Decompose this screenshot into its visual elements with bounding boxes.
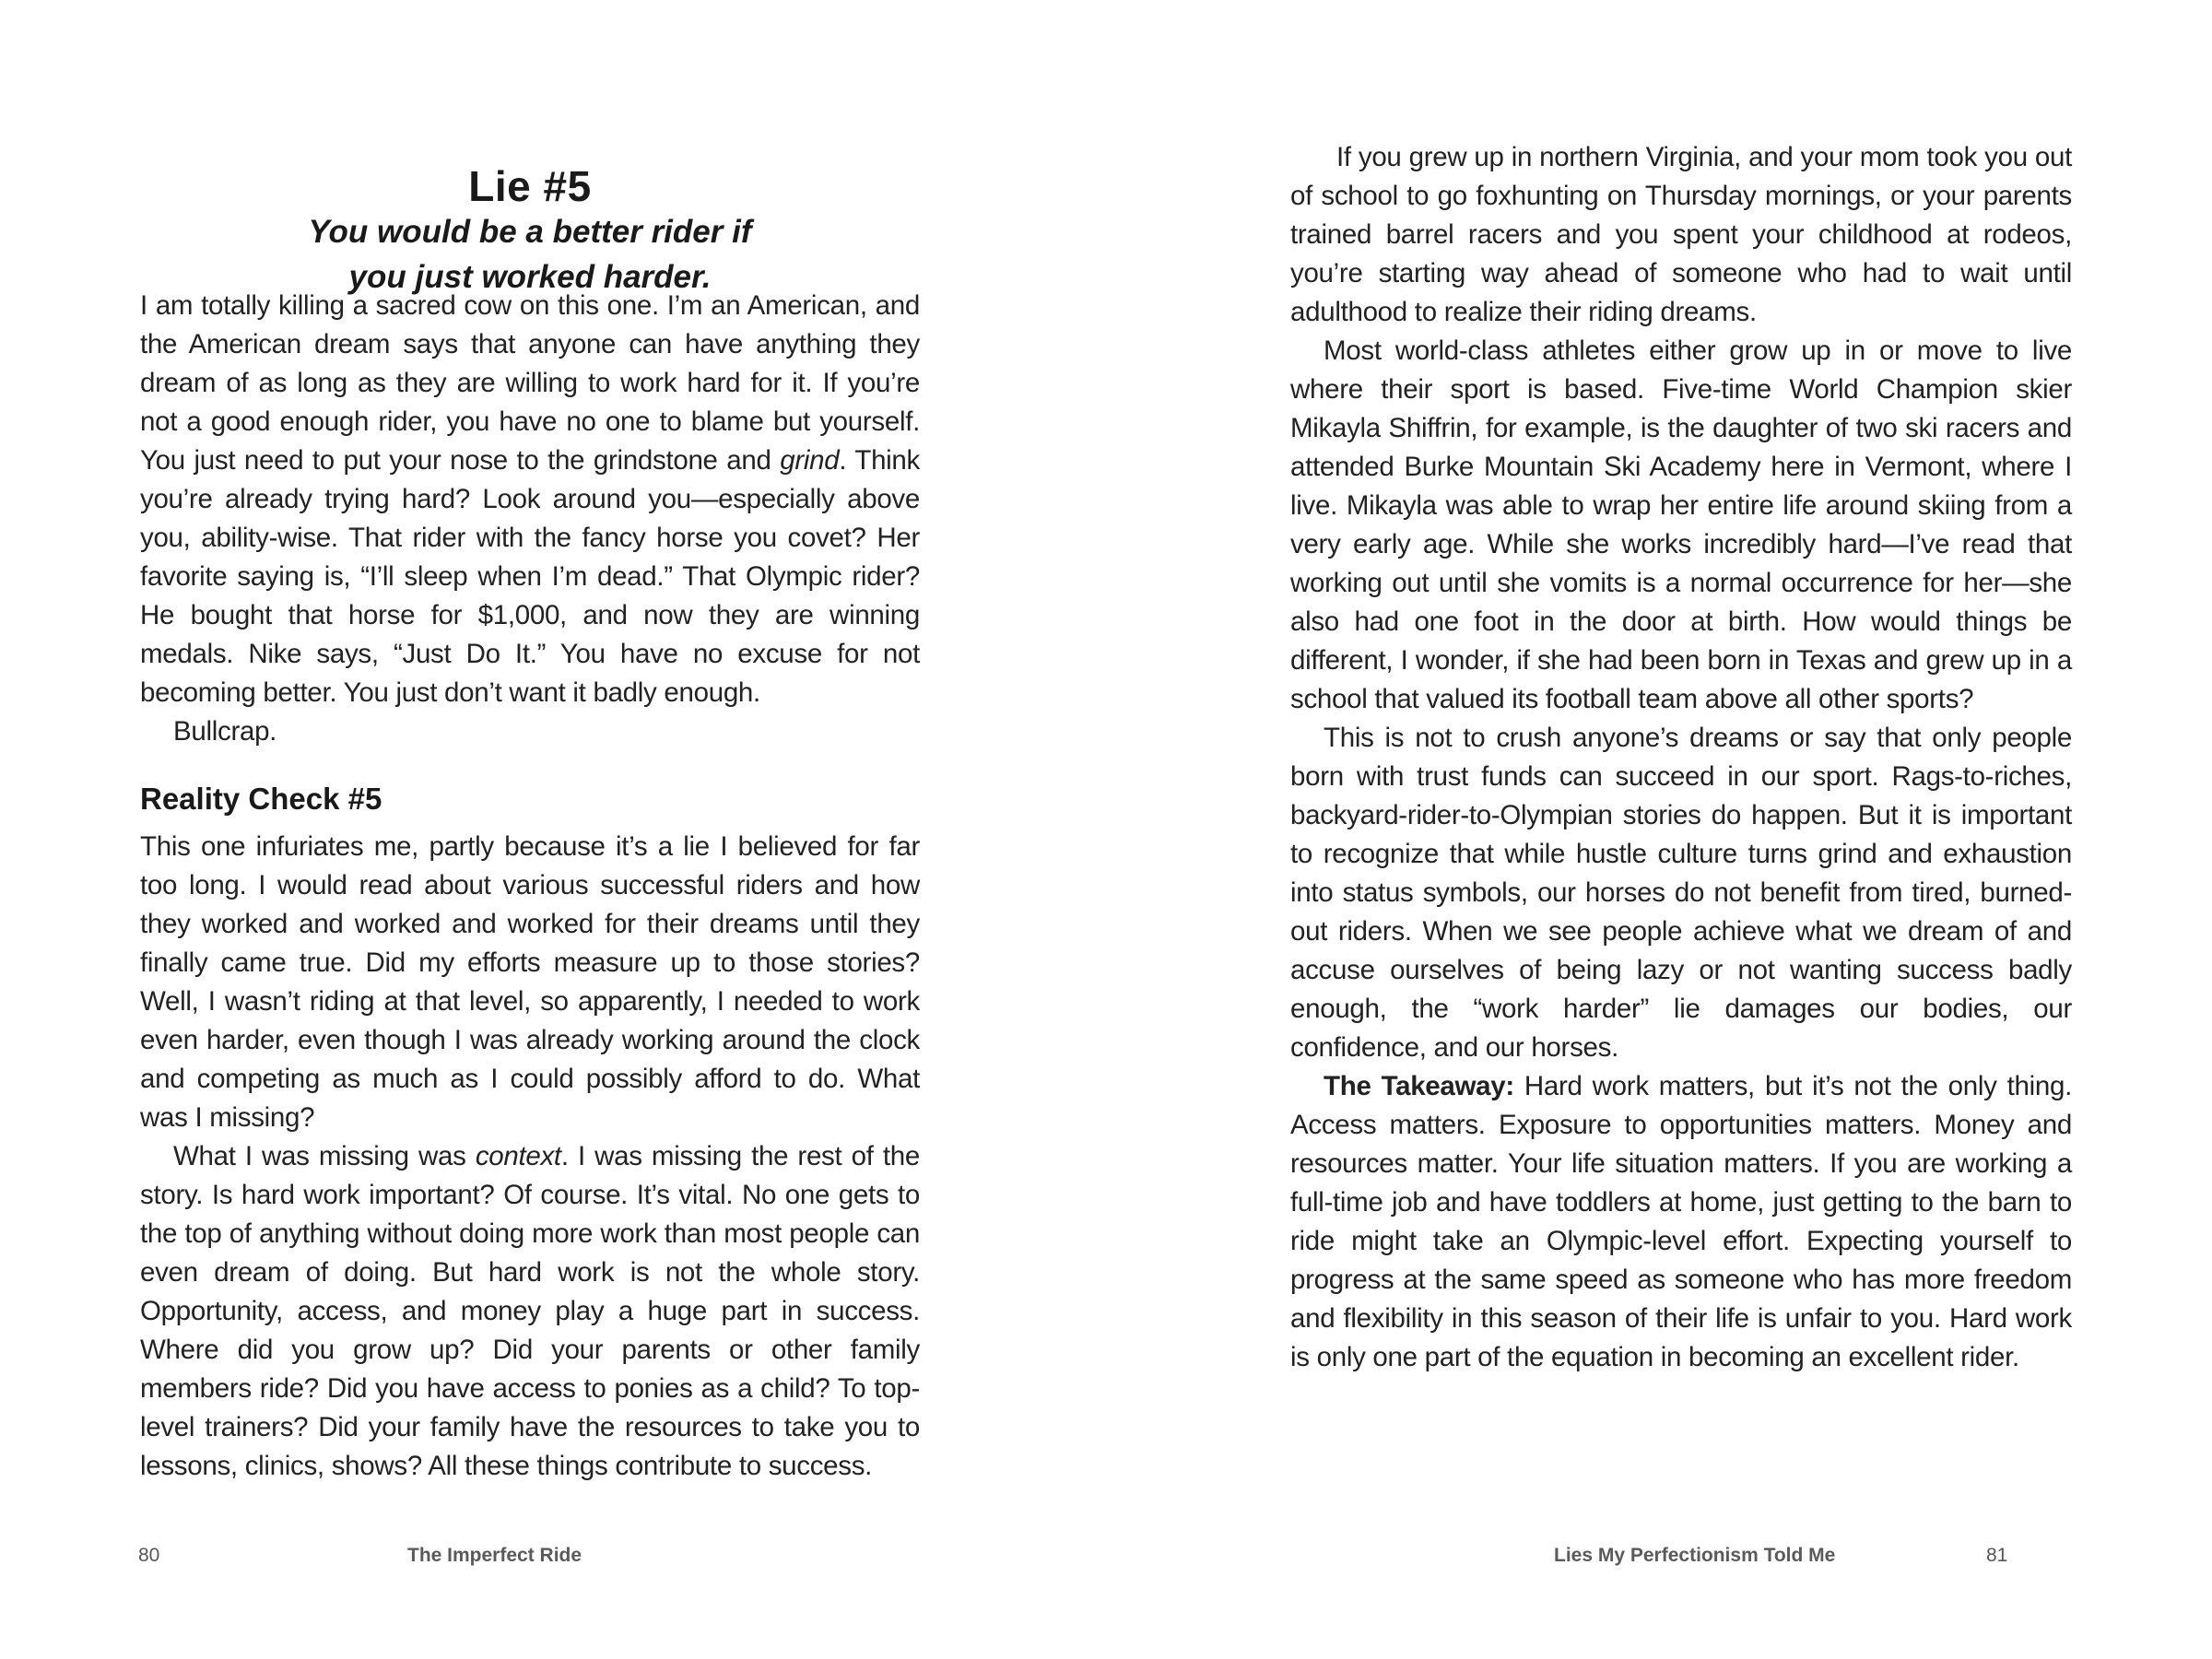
emphasis-text: context <box>475 1141 561 1171</box>
paragraph-text: . Think you’re already trying hard? Look around you—especially above you, ability-wise. That rider with the fancy horse you covet? Her favorite saying is, “I’ll sleep when I’m dead.” That Olympic rider? He bought that horse for $1,000, and now they are winning medals. Nike says, “Just Do It.” You have no excuse for not becoming better. You just don’t want it badly enough. <box>140 445 920 708</box>
running-title: Lies My Perfectionism Told Me <box>1554 1545 1836 1566</box>
intro-section <box>140 287 920 751</box>
running-title: The Imperfect Ride <box>407 1545 582 1566</box>
paragraph <box>140 1137 920 1486</box>
section-heading: Reality Check #5 <box>140 782 382 816</box>
chapter-title: Lie #5 <box>468 161 592 210</box>
paragraph: This is not to crush anyone’s dreams or say that only people born with trust funds can succeed in our sport. Rags-to-riches, backyard-rider-to-Olympian stories do happen. But it is important to recognize that while hustle culture turns grind and exhaustion into status symbols, our horses do not benefit from tired, burned-out riders. When we see people achieve what we dream of and accuse ourselves of being lazy or not wanting success badly enough, the “work harder” lie damages our bodies, our confidence, and our horses. <box>1290 723 2072 1063</box>
paragraph: This one infuriates me, partly because it’s a lie I believed for far too long. I would read about various successful riders and how they worked and worked and worked for their dreams until they finally came true. Did my efforts measure up to those stories? Well, I wasn’t riding at that level, so apparently, I needed to work even harder, even though I was already working around the clock and competing as much as I could possibly afford to do. What was I missing? <box>140 831 920 1133</box>
reality-check-section <box>140 828 920 1486</box>
paragraph-text: What I was missing was <box>173 1141 476 1171</box>
page-number: 80 <box>138 1545 160 1566</box>
chapter-subtitle-line: You would be a better rider if <box>308 214 752 251</box>
paragraph-text: . I was missing the rest of the story. Is hard work important? Of course. It’s vital. No one gets to the top of anything without doing more work than most people can even dream of doing. But hard work is not the whole story. Opportunity, access, and money play a huge part in success. Where did you grow up? Did your parents or other family members ride? Did you have access to ponies as a child? To top-level trainers? Did your family have the resources to take you to lessons, clinics, shows? All these things contribute to success. <box>140 1141 921 1481</box>
right-page <box>1106 0 2212 1659</box>
right-text-block <box>1290 138 2072 1377</box>
paragraph <box>140 287 920 712</box>
page-number: 81 <box>1986 1545 2008 1566</box>
takeaway-paragraph <box>1290 1067 2072 1377</box>
paragraph: Bullcrap. <box>173 716 277 747</box>
chapter-subtitle-line: you just worked harder. <box>348 259 712 296</box>
paragraph: If you grew up in northern Virginia, and your mom took you out of school to go foxhunting on Thursday mornings, or your parents trained barrel racers and you spent your childhood at rodeos, you’re starting way ahead of someone who had to wait until adulthood to realize their riding dreams. <box>1290 142 2072 327</box>
takeaway-label: The Takeaway: <box>1324 1071 1514 1101</box>
paragraph: Most world-class athletes either grow up in or move to live where their sport is based. Five-time World Champion skier Mikayla Shiffrin, for example, is the daughter of two ski racers and attended Burke Mountain Ski Academy here in Vermont, where I live. Mikayla was able to wrap her entire life around skiing from a very early age. While she works incredibly hard—I’ve read that working out until she vomits is a normal occurrence for her—she also had one foot in the door at birth. How would things be different, I wonder, if she had been born in Texas and grew up in a school that valued its football team above all other sports? <box>1290 335 2072 714</box>
paragraph-text: Hard work matters, but it’s not the only thing. Access matters. Exposure to opportunities matters. Money and resources matter. Your life situation matters. If you are working a full-time job and have toddlers at home, just getting to the barn to ride might take an Olympic-level effort. Expecting yourself to progress at the same speed as someone who has more freedom and flexibility in this season of their life is unfair to you. Hard work is only one part of the equation in becoming an excellent rider. <box>1290 1071 2072 1372</box>
paragraph-text: I am totally killing a sacred cow on this one. I’m an American, and the American dream says that anyone can have anything they dream of as long as they are willing to work hard for it. If you’re not a good enough rider, you have no one to blame but yourself. You just need to put your nose to the grindstone and <box>140 290 920 476</box>
emphasis-text: grind <box>780 445 840 476</box>
